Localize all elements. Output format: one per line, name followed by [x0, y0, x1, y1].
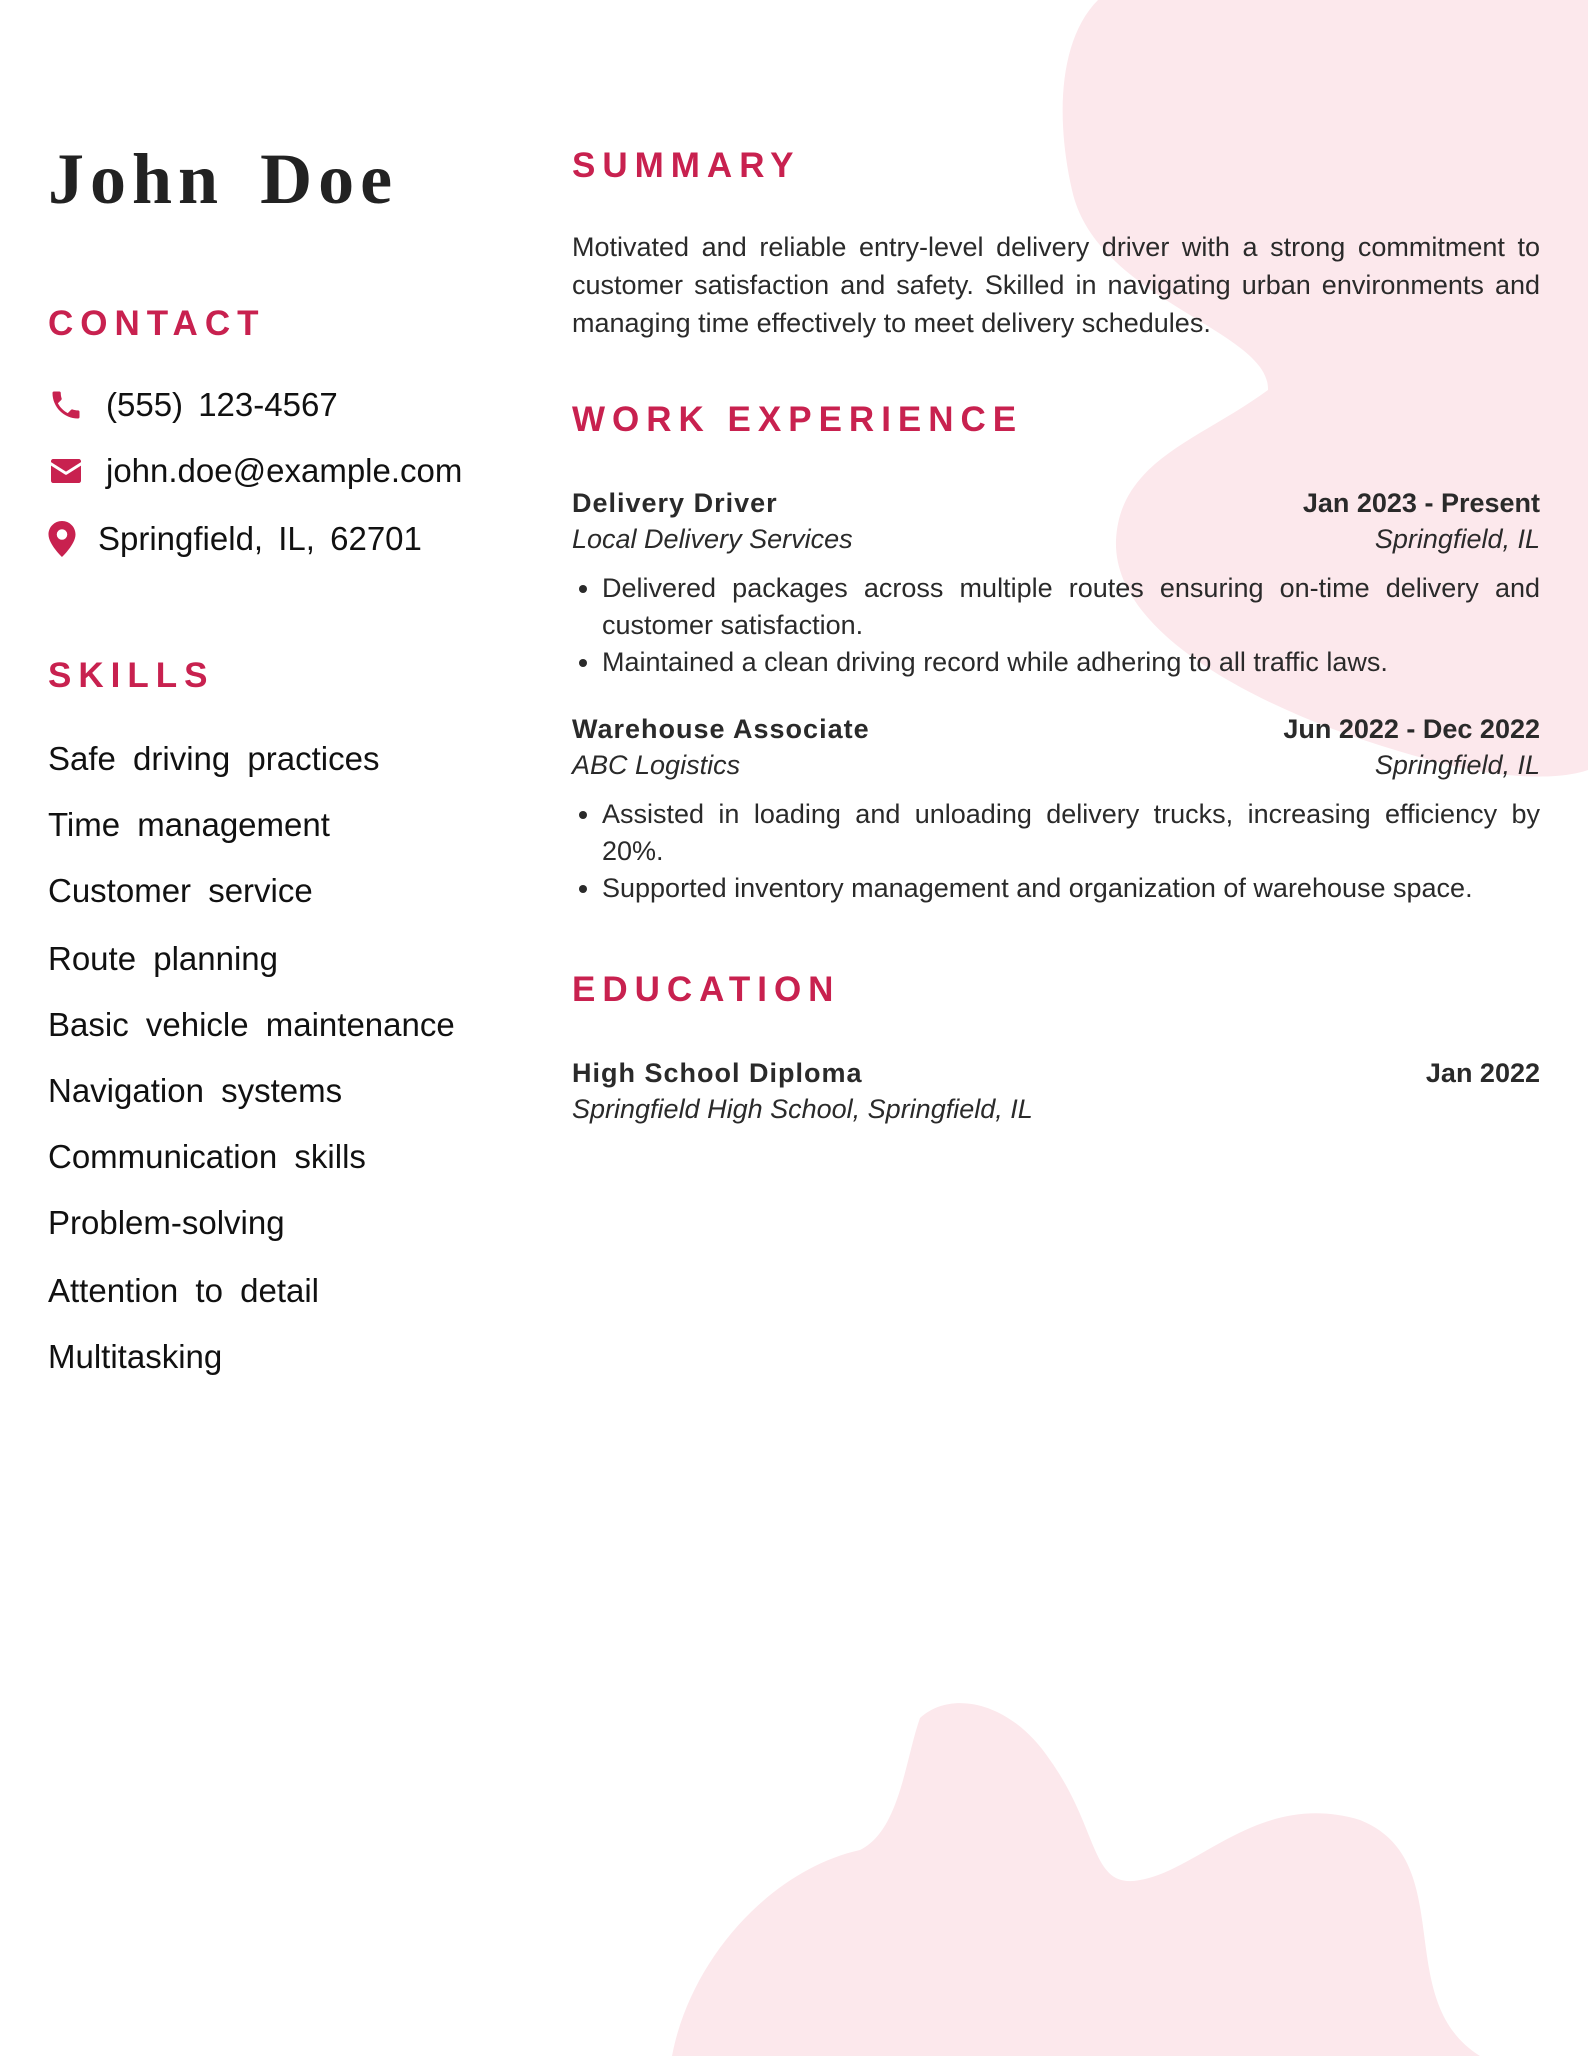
job-bullet: • Assisted in loading and unloading delivery trucks, increasing efficiency by 20%. — [602, 796, 1540, 870]
contact-heading: CONTACT — [48, 304, 266, 343]
summary-heading: SUMMARY — [572, 146, 801, 185]
skill-item: Attention to detail — [48, 1272, 320, 1309]
job-header — [572, 714, 1540, 745]
skill-item: Navigation systems — [48, 1072, 343, 1109]
map-pin-icon — [48, 521, 76, 557]
contact-email[interactable] — [48, 452, 462, 490]
education-date: Jan 2022 — [1425, 1058, 1540, 1088]
candidate-name: John Doe — [48, 139, 399, 219]
job-bullets — [572, 796, 1540, 907]
skill-item: Safe driving practices — [48, 740, 380, 777]
education-school: Springfield High School, Springfield, IL — [572, 1094, 1033, 1124]
location-text: Springfield, IL, 62701 — [98, 520, 422, 557]
contact-phone[interactable] — [48, 386, 338, 424]
job-subheader — [572, 750, 1540, 781]
job-dates: Jan 2023 - Present — [1302, 488, 1540, 518]
job-company: ABC Logistics — [572, 750, 741, 780]
phone-text: (555) 123-4567 — [106, 386, 338, 423]
skill-item: Basic vehicle maintenance — [48, 1006, 455, 1043]
job-bullets — [572, 570, 1540, 681]
phone-icon — [48, 387, 84, 423]
job-location: Springfield, IL — [1374, 750, 1540, 780]
job-title: Delivery Driver — [572, 488, 778, 518]
skills-heading: SKILLS — [48, 656, 215, 695]
job-header — [572, 488, 1540, 519]
education-header — [572, 1058, 1540, 1089]
job-bullet: • Supported inventory management and organization of warehouse space. — [602, 870, 1540, 907]
education-degree: High School Diploma — [572, 1058, 863, 1088]
skill-item: Time management — [48, 806, 330, 843]
skill-item: Communication skills — [48, 1138, 366, 1175]
job-dates: Jun 2022 - Dec 2022 — [1283, 714, 1540, 744]
job-company: Local Delivery Services — [572, 524, 853, 554]
skill-item: Problem-solving — [48, 1204, 285, 1241]
skill-item: Route planning — [48, 940, 279, 977]
summary-text: Motivated and reliable entry-level delivery driver with a strong commitment to customer satisfaction and safety. Skilled in navigating urban environments and managing time effectively to meet delivery schedules. — [572, 232, 1540, 338]
job-bullet: • Maintained a clean driving record while adhering to all traffic laws. — [602, 644, 1540, 681]
education-heading: EDUCATION — [572, 970, 841, 1009]
job-title: Warehouse Associate — [572, 714, 870, 744]
envelope-icon — [48, 453, 84, 489]
skill-item: Customer service — [48, 872, 313, 909]
email-text: john.doe@example.com — [106, 452, 463, 489]
contact-location — [48, 520, 422, 558]
job-location: Springfield, IL — [1374, 524, 1540, 554]
job-bullet: • Delivered packages across multiple routes ensuring on-time delivery and customer satisfaction. — [602, 570, 1540, 644]
work-experience-heading: WORK EXPERIENCE — [572, 400, 1024, 439]
skill-item: Multitasking — [48, 1338, 223, 1375]
job-subheader — [572, 524, 1540, 555]
